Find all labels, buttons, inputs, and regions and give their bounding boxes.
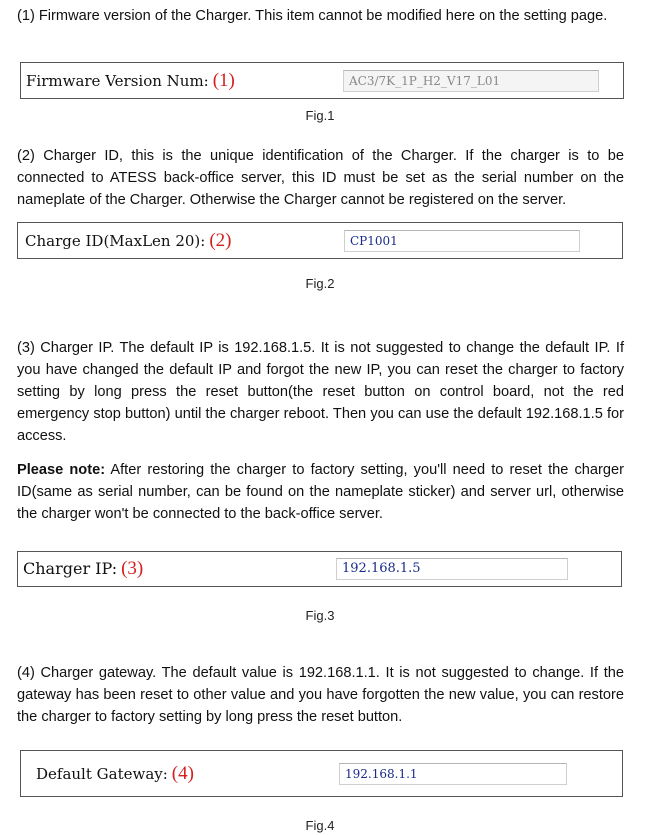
section-3-text: (3) Charger IP. The default IP is 192.168.1.5. It is not suggested to change the default IP. If you have changed the default IP and forgot the new IP, you can reset the charger to factory setting by long press the reset button(the reset button on control board, not the red emergency stop button) until the charger reboot. Then you can use the default 192.168.1.5 for access. — [17, 340, 624, 444]
default-gateway-input[interactable]: 192.168.1.1 — [339, 763, 567, 785]
firmware-version-label: Firmware Version Num: (1) — [26, 69, 235, 91]
charger-ip-field-row — [17, 551, 622, 587]
note-text: After restoring the charger to factory setting, you'll need to reset the charger ID(same as serial number, can be found on the nameplate sticker) and server url, otherwise the charger won't be connected to the back-office server. — [17, 462, 624, 522]
charger-ip-input[interactable]: 192.168.1.5 — [336, 558, 568, 580]
charger-id-label: Charge ID(MaxLen 20): (2) — [25, 229, 232, 251]
section-2-text: (2) Charger ID, this is the unique identification of the Charger. If the charger is to be connected to ATESS back-office server, this ID must be set as the serial number on the nameplate of the Charger. Otherwise the Charger cannot be registered on the server. — [17, 148, 624, 208]
firmware-version-field-row — [20, 62, 624, 99]
fig-4-caption: Fig.4 — [305, 818, 335, 833]
fig-2-caption: Fig.2 — [305, 276, 335, 291]
fig-1-caption: Fig.1 — [305, 108, 335, 123]
charger-ip-label: Charger IP: (3) — [23, 558, 144, 579]
section-1-text: (1) Firmware version of the Charger. This item cannot be modified here on the setting page. — [17, 8, 608, 24]
marker-4: (4) — [171, 762, 194, 784]
fig-3-caption: Fig.3 — [305, 608, 335, 623]
default-gateway-label: Default Gateway: (4) — [36, 762, 194, 784]
marker-2: (2) — [209, 229, 232, 251]
marker-3: (3) — [121, 558, 144, 579]
note-label: Please note: — [17, 462, 106, 478]
default-gateway-field-row — [20, 750, 623, 797]
firmware-version-input: AC3/7K_1P_H2_V17_L01 — [343, 70, 599, 92]
marker-1: (1) — [212, 69, 235, 91]
charger-id-field-row — [17, 222, 623, 259]
charger-id-input[interactable]: CP1001 — [344, 230, 580, 252]
section-3-note — [17, 459, 624, 525]
section-4-text: (4) Charger gateway. The default value is 192.168.1.1. It is not suggested to change. If the gateway has been reset to other value and you have forgotten the new value, you can restore the charger to factory setting by long press the reset button. — [17, 665, 624, 725]
